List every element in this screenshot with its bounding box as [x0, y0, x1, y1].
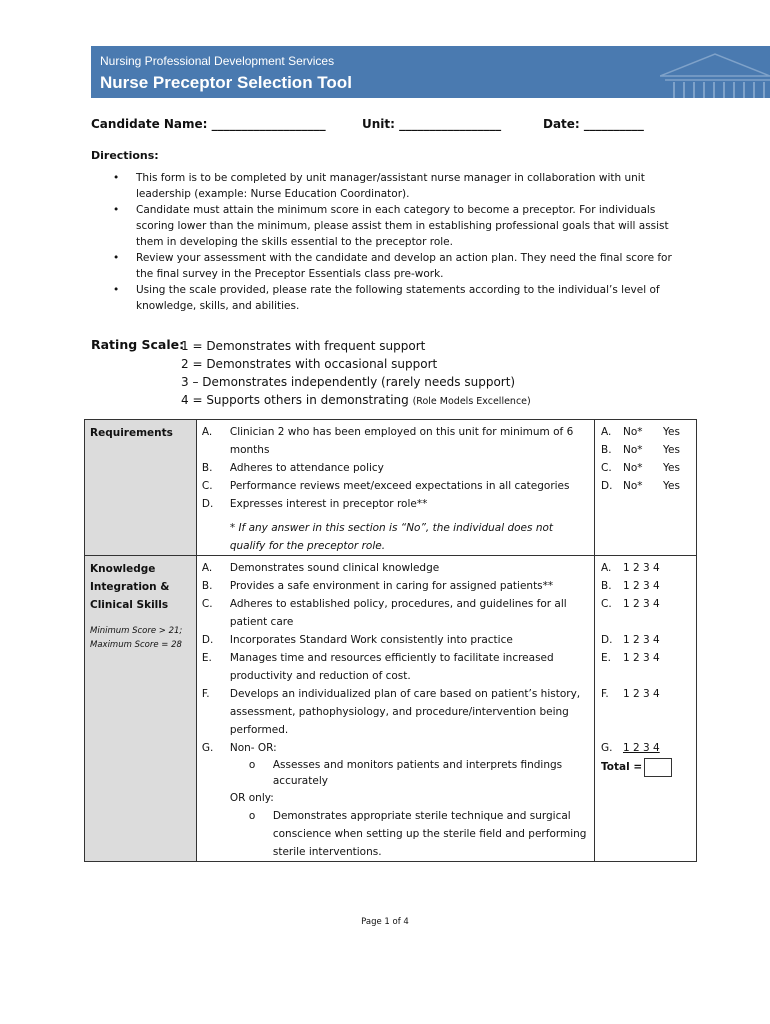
min-score-note: Minimum Score > 21; Maximum Score = 28	[90, 626, 183, 650]
yes-no-choice[interactable]: B. No* Yes	[600, 444, 680, 456]
yes-no-choice[interactable]: C. No* Yes	[600, 462, 680, 474]
yes-no-choice[interactable]: D. No* Yes	[600, 480, 680, 492]
candidate-name-field[interactable]: Candidate Name: ___________________	[91, 117, 326, 131]
requirements-row	[85, 420, 697, 556]
score-choice[interactable]: B. 1 2 3 4	[600, 580, 660, 592]
requirements-answers	[594, 420, 696, 556]
knowledge-row	[85, 556, 697, 862]
list-item: D. Incorporates Standard Work consistently into practice	[201, 634, 513, 646]
list-item: F. Develops an individualized plan of care based on patient’s history, assessment, pathophysiology, and procedure/intervention being performed.	[201, 688, 581, 736]
requirements-note: * If any answer in this section is “No”, the individual does not qualify for the preceptor role.	[229, 522, 554, 552]
directions-item: • Candidate must attain the minimum score in each category to become a preceptor. For individuals scoring lower than the minimum, please assist them in establishing professional goals that will assist them in developing the skills essential to the preceptor role.	[91, 202, 691, 250]
score-choice[interactable]: G. 1 2 3 4	[600, 742, 660, 754]
knowledge-scores	[594, 556, 696, 862]
or-only-label: OR only:	[229, 792, 274, 804]
rating-scale-line: 2 = Demonstrates with occasional support	[181, 357, 438, 371]
page-number: Page 1 of 4	[361, 917, 409, 927]
sub-item: o Assesses and monitors patients and interprets findings accurately	[248, 759, 563, 787]
rating-scale-line: 1 = Demonstrates with frequent support	[181, 339, 426, 353]
list-item: E. Manages time and resources efficiently to facilitate increased productivity and reduction of cost.	[201, 652, 554, 682]
score-choice[interactable]: A. 1 2 3 4	[600, 562, 660, 574]
list-item: A. Demonstrates sound clinical knowledge	[201, 562, 440, 574]
list-item: D. Expresses interest in preceptor role**	[201, 498, 428, 510]
list-item: C. Performance reviews meet/exceed expectations in all categories	[201, 480, 570, 492]
sub-item: o Demonstrates appropriate sterile technique and surgical conscience when setting up the sterile field and performing sterile interventions.	[248, 810, 587, 858]
score-choice[interactable]: D. 1 2 3 4	[600, 634, 660, 646]
unit-field[interactable]: Unit: _________________	[362, 117, 502, 131]
score-choice[interactable]: E. 1 2 3 4	[600, 652, 660, 664]
rating-scale	[181, 337, 531, 411]
header-banner	[91, 46, 770, 98]
knowledge-label: Knowledge	[90, 563, 156, 575]
score-choice[interactable]: C. 1 2 3 4	[600, 598, 660, 610]
directions-item: • Review your assessment with the candidate and develop an action plan. They need the final score for the final survey in the Preceptor Essentials class pre-work.	[91, 250, 691, 282]
directions-item: • This form is to be completed by unit manager/assistant nurse manager in collaboration with unit leadership (example: Nurse Education Coordinator).	[91, 170, 691, 202]
directions-list	[91, 170, 691, 314]
rating-scale-line: 3 – Demonstrates independently (rarely needs support)	[181, 375, 516, 389]
knowledge-items	[196, 556, 594, 862]
page-title: Nurse Preceptor Selection Tool	[100, 73, 352, 92]
knowledge-label: Clinical Skills	[90, 599, 169, 611]
list-item: B. Adheres to attendance policy	[201, 462, 384, 474]
knowledge-label: Integration &	[90, 581, 170, 593]
total-score: Total =	[601, 757, 696, 777]
yes-no-choice[interactable]: A. No* Yes	[600, 426, 680, 438]
rating-scale-label: Rating Scale:	[91, 337, 185, 352]
total-input[interactable]	[644, 758, 672, 777]
score-choice[interactable]: F. 1 2 3 4	[600, 688, 660, 700]
directions-item: • Using the scale provided, please rate the following statements according to the individual’s level of knowledge, skills, and abilities.	[91, 282, 691, 314]
building-logo-icon	[660, 46, 770, 98]
directions-heading: Directions:	[91, 149, 159, 162]
requirements-category	[85, 420, 197, 556]
rating-scale-line: 4 = Supports others in demonstrating	[181, 393, 409, 407]
knowledge-category	[85, 556, 197, 862]
list-item: A. Clinician 2 who has been employed on this unit for minimum of 6 months	[201, 426, 574, 456]
list-item: C. Adheres to established policy, procedures, and guidelines for all patient care	[201, 598, 567, 628]
requirements-label: Requirements	[90, 427, 173, 439]
evaluation-table	[84, 419, 697, 862]
date-field[interactable]: Date: __________	[543, 117, 644, 131]
rating-scale-note: (Role Models Excellence)	[412, 396, 531, 407]
list-item: G. Non- OR:	[201, 742, 277, 754]
org-name: Nursing Professional Development Services	[100, 54, 335, 68]
requirements-items	[196, 420, 594, 556]
list-item: B. Provides a safe environment in caring for assigned patients**	[201, 580, 554, 592]
